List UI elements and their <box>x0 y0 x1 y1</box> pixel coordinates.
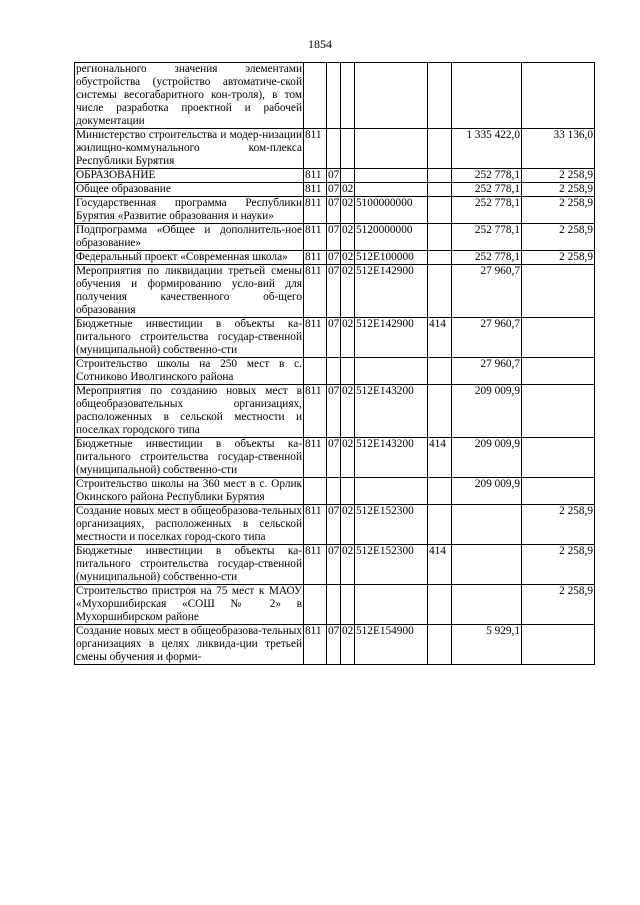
subsection-code-cell: 02 <box>341 545 355 585</box>
amount-1-cell: 252 778,1 <box>452 251 522 265</box>
row-name-cell: ОБРАЗОВАНИЕ <box>75 169 304 183</box>
subsection-code-cell: 02 <box>341 385 355 438</box>
expense-type-cell <box>428 169 452 183</box>
admin-code-cell <box>304 585 327 625</box>
subsection-code-cell: 02 <box>341 625 355 665</box>
section-code-cell: 07 <box>327 197 341 224</box>
amount-2-cell: 2 258,9 <box>522 505 595 545</box>
amount-1-cell: 1 335 422,0 <box>452 129 522 169</box>
table-row <box>75 505 595 545</box>
amount-1-cell: 209 009,9 <box>452 438 522 478</box>
subsection-code-cell <box>341 478 355 505</box>
amount-1-cell: 27 960,7 <box>452 358 522 385</box>
subsection-code-cell: 02 <box>341 224 355 251</box>
amount-2-cell: 2 258,9 <box>522 197 595 224</box>
admin-code-cell: 811 <box>304 318 327 358</box>
subsection-code-cell: 02 <box>342 183 354 195</box>
table-row <box>75 169 595 183</box>
amount-2-cell <box>522 385 595 438</box>
target-article-cell <box>355 358 428 385</box>
row-name-cell: Министерство строительства и модер-низации жилищно-коммунального ком-плекса Республики Бурятия <box>76 129 302 167</box>
amount-1-cell: 209 009,9 <box>452 385 522 438</box>
amount-1-cell <box>452 545 522 585</box>
subsection-code-cell <box>341 358 355 385</box>
expense-type-cell: 414 <box>428 318 452 358</box>
expense-type-cell <box>428 251 452 265</box>
amount-2-cell <box>522 625 595 665</box>
amount-2-cell: 2 258,9 <box>522 224 595 251</box>
admin-code-cell: 811 <box>304 197 327 224</box>
table-row <box>75 197 595 224</box>
admin-code-cell: 811 <box>304 183 327 197</box>
admin-code-cell: 811 <box>304 224 327 251</box>
expense-type-cell <box>428 505 452 545</box>
row-name-cell: Мероприятия по созданию новых мест в общеобразовательных организациях, расположенных в сельской местности и поселках городского типа <box>76 385 302 436</box>
amount-2-cell: 2 258,9 <box>522 183 595 197</box>
budget-table <box>74 62 595 665</box>
target-article-cell: 512E142900 <box>355 318 428 358</box>
target-article-cell: 512E142900 <box>355 265 428 318</box>
amount-1-cell: 209 009,9 <box>452 478 522 505</box>
table-row <box>75 545 595 585</box>
subsection-code-cell: 02 <box>341 438 355 478</box>
table-row <box>75 63 595 129</box>
amount-1-cell: 5 929,1 <box>452 625 522 665</box>
table-row <box>75 385 595 438</box>
section-code-cell <box>327 63 341 129</box>
row-name-cell: Строительство пристроя на 75 мест к МАОУ «Мухоршибирская «СОШ № 2» в Мухоршибирском районе <box>76 585 302 623</box>
amount-1-cell: 252 778,1 <box>452 183 522 197</box>
table-row <box>75 318 595 358</box>
target-article-cell: 512E154900 <box>355 625 428 665</box>
subsection-code-cell: 02 <box>341 197 355 224</box>
expense-type-cell <box>428 385 452 438</box>
amount-2-cell: 2 258,9 <box>522 169 595 183</box>
section-code-cell <box>327 129 341 169</box>
target-article-cell <box>355 169 428 183</box>
expense-type-cell <box>428 63 452 129</box>
section-code-cell: 07 <box>327 505 341 545</box>
target-article-cell <box>355 183 428 197</box>
admin-code-cell: 811 <box>304 251 327 265</box>
section-code-cell: 07 <box>327 438 341 478</box>
table-row <box>75 251 595 265</box>
amount-2-cell <box>522 63 595 129</box>
amount-1-cell: 252 778,1 <box>452 224 522 251</box>
table-row <box>75 585 595 625</box>
budget-table-body <box>75 63 595 665</box>
target-article-cell: 512E143200 <box>355 438 428 478</box>
admin-code-cell: 811 <box>304 545 327 585</box>
table-row <box>75 478 595 505</box>
target-article-cell <box>355 585 428 625</box>
row-name-cell: Федеральный проект «Современная школа» <box>75 251 304 265</box>
admin-code-cell: 811 <box>304 625 327 665</box>
target-article-cell: 5100000000 <box>355 197 428 224</box>
table-row <box>75 224 595 251</box>
row-name-cell: регионального значения элементами обустройства (устройство автоматиче-ской системы весогабаритного кон-троля), в том числе разработка проектной и рабочей документации <box>76 63 302 127</box>
amount-2-cell: 2 258,9 <box>522 251 595 265</box>
expense-type-cell <box>428 478 452 505</box>
amount-1-cell <box>452 63 522 129</box>
amount-2-cell <box>522 438 595 478</box>
target-article-cell <box>355 478 428 505</box>
row-name-cell: Создание новых мест в общеобразова-тельных организациях, расположенных в сельской местности и поселках город-ского типа <box>76 505 302 543</box>
admin-code-cell: 811 <box>304 385 327 438</box>
target-article-cell: 512E152300 <box>355 505 428 545</box>
amount-2-cell: 33 136,0 <box>522 129 595 169</box>
row-name-cell: Государственная программа Республики Бурятия «Развитие образования и науки» <box>76 197 302 222</box>
table-row <box>75 129 595 169</box>
expense-type-cell <box>428 197 452 224</box>
subsection-code-cell <box>341 129 355 169</box>
admin-code-cell <box>304 63 327 129</box>
amount-1-cell: 252 778,1 <box>452 197 522 224</box>
section-code-cell <box>327 358 341 385</box>
row-name-cell: Бюджетные инвестиции в объекты ка-питального строительства государ-ственной (муниципальной) собственно-сти <box>76 438 302 476</box>
expense-type-cell: 414 <box>428 545 452 585</box>
section-code-cell <box>327 478 341 505</box>
expense-type-cell <box>428 265 452 318</box>
target-article-cell <box>355 129 428 169</box>
table-row <box>75 183 595 197</box>
target-article-cell: 512E152300 <box>355 545 428 585</box>
row-name-cell: Строительство школы на 360 мест в с. Орлик Окинского района Республики Бурятия <box>76 478 302 503</box>
amount-1-cell <box>452 585 522 625</box>
admin-code-cell: 811 <box>304 129 327 169</box>
admin-code-cell: 811 <box>304 438 327 478</box>
admin-code-cell <box>304 478 327 505</box>
table-row <box>75 265 595 318</box>
admin-code-cell: 811 <box>304 169 327 183</box>
row-name-cell: Создание новых мест в общеобразова-тельных организациях в целях ликвида-ции третьей смены обучения и форми- <box>76 625 302 663</box>
section-code-cell: 07 <box>327 318 341 358</box>
expense-type-cell <box>428 224 452 251</box>
amount-1-cell: 27 960,7 <box>452 318 522 358</box>
subsection-code-cell: 02 <box>341 265 355 318</box>
expense-type-cell <box>428 585 452 625</box>
amount-1-cell: 27 960,7 <box>452 265 522 318</box>
amount-1-cell <box>452 505 522 545</box>
amount-2-cell: 2 258,9 <box>522 585 595 625</box>
section-code-cell: 07 <box>327 545 341 585</box>
page-number: 1854 <box>308 37 332 51</box>
expense-type-cell: 414 <box>428 438 452 478</box>
admin-code-cell: 811 <box>304 265 327 318</box>
section-code-cell: 07 <box>328 183 340 195</box>
amount-2-cell: 2 258,9 <box>522 545 595 585</box>
amount-2-cell <box>522 318 595 358</box>
row-name-cell: Бюджетные инвестиции в объекты ка-питального строительства государ-ственной (муниципальной) собственно-сти <box>76 318 302 356</box>
amount-1-cell: 252 778,1 <box>452 169 522 183</box>
target-article-cell <box>355 63 428 129</box>
table-row <box>75 438 595 478</box>
expense-type-cell <box>428 625 452 665</box>
subsection-code-cell <box>341 169 355 183</box>
row-name-cell: Строительство школы на 250 мест в с. Сотниково Иволгинского района <box>76 358 302 383</box>
subsection-code-cell: 02 <box>342 251 354 263</box>
section-code-cell: 07 <box>328 251 340 263</box>
row-name-cell: Общее образование <box>75 183 304 197</box>
table-row <box>75 358 595 385</box>
row-name-cell: Подпрограмма «Общее и дополнитель-ное образование» <box>76 224 302 249</box>
target-article-cell: 5120000000 <box>355 224 428 251</box>
section-code-cell: 07 <box>327 385 341 438</box>
section-code-cell <box>327 585 341 625</box>
row-name-cell: Бюджетные инвестиции в объекты ка-питального строительства государ-ственной (муниципальной) собственно-сти <box>76 545 302 583</box>
subsection-code-cell <box>341 63 355 129</box>
table-row <box>75 625 595 665</box>
row-name-cell: Мероприятия по ликвидации третьей смены обучения и формированию усло-вий для получения качественного об-щего образования <box>76 265 302 316</box>
expense-type-cell <box>428 183 452 197</box>
section-code-cell: 07 <box>327 224 341 251</box>
section-code-cell: 07 <box>327 265 341 318</box>
subsection-code-cell: 02 <box>341 505 355 545</box>
amount-2-cell <box>522 478 595 505</box>
amount-2-cell <box>522 358 595 385</box>
expense-type-cell <box>428 129 452 169</box>
section-code-cell: 07 <box>327 625 341 665</box>
amount-2-cell <box>522 265 595 318</box>
target-article-cell: 512E100000 <box>355 251 428 265</box>
subsection-code-cell <box>341 585 355 625</box>
subsection-code-cell: 02 <box>341 318 355 358</box>
section-code-cell: 07 <box>328 169 340 181</box>
target-article-cell: 512E143200 <box>355 385 428 438</box>
admin-code-cell: 811 <box>304 505 327 545</box>
admin-code-cell <box>304 358 327 385</box>
expense-type-cell <box>428 358 452 385</box>
